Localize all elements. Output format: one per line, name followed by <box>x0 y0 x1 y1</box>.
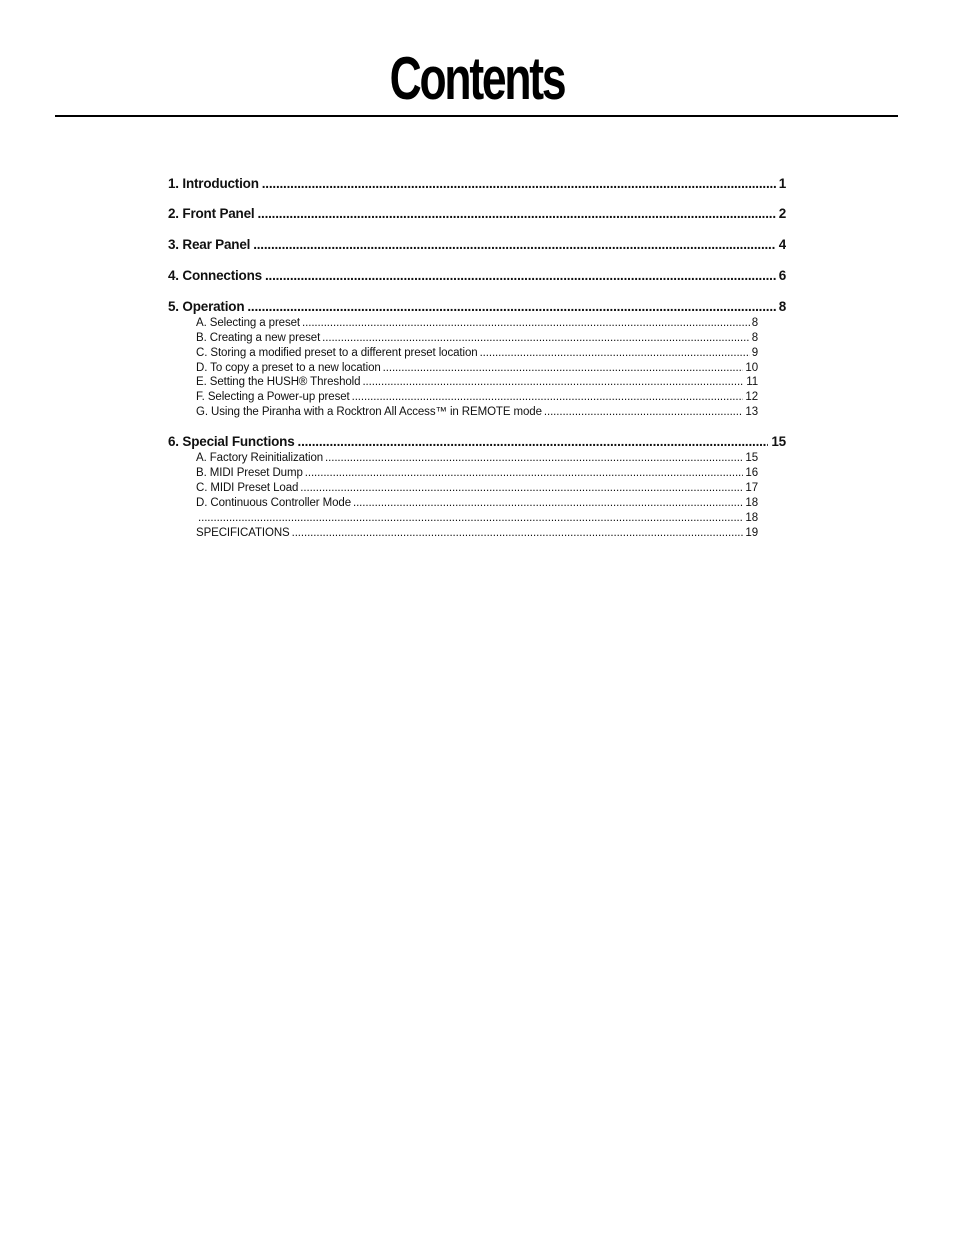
toc-subentry-factory-reinit[interactable] <box>196 452 758 464</box>
toc-entry-page: 11 <box>746 376 758 388</box>
toc-leader <box>305 467 744 479</box>
toc-entry-label: 2. Front Panel <box>168 206 255 221</box>
toc-entry-page: 1 <box>778 176 786 191</box>
toc-entry-label: 5. Operation <box>168 299 245 314</box>
toc-entry-label: 1. Introduction <box>168 176 259 191</box>
toc-subentry-creating-preset[interactable] <box>196 332 758 344</box>
toc-leader <box>300 482 743 494</box>
toc-entry-label: D. To copy a preset to a new location <box>196 362 381 374</box>
toc-leader <box>253 237 775 252</box>
toc-subentry-copy-preset[interactable] <box>196 362 758 374</box>
toc-subentry-remote-mode[interactable] <box>196 406 758 418</box>
toc-entry-label: A. Factory Reinitialization <box>196 452 324 464</box>
toc-leader <box>247 299 775 314</box>
toc-subentry-unlabeled[interactable] <box>196 512 758 524</box>
toc-entry-introduction[interactable] <box>168 176 786 191</box>
toc-subentry-cc-mode[interactable] <box>196 497 758 509</box>
toc-entry-page: 15 <box>745 452 758 464</box>
toc-entry-page: 8 <box>751 317 758 329</box>
toc-leader <box>198 512 743 524</box>
toc-subentry-midi-load[interactable] <box>196 482 758 494</box>
toc-leader <box>544 406 744 418</box>
toc-entry-front-panel[interactable] <box>168 206 786 221</box>
toc-entry-page: 15 <box>771 434 786 449</box>
toc-entry-label: 6. Special Functions <box>168 434 295 449</box>
toc-leader <box>362 376 744 388</box>
toc-entry-label: 4. Connections <box>168 268 262 283</box>
toc-entry-label: B. MIDI Preset Dump <box>196 467 303 479</box>
toc-entry-label: E. Setting the HUSH® Threshold <box>196 376 361 388</box>
page-title: Contents <box>389 45 565 112</box>
toc-entry-special-functions[interactable] <box>168 434 786 449</box>
toc-entry-label: 3. Rear Panel <box>168 237 251 252</box>
toc-entry-label: C. Storing a modified preset to a different preset location <box>196 347 478 359</box>
toc-leader <box>352 391 744 403</box>
toc-entry-page: 13 <box>745 406 758 418</box>
toc-entry-page: 9 <box>751 347 758 359</box>
toc-leader <box>325 452 743 464</box>
toc-entry-label: SPECIFICATIONS <box>196 527 290 539</box>
toc-leader <box>262 176 776 191</box>
toc-leader <box>480 347 750 359</box>
toc-entry-page: 4 <box>778 237 786 252</box>
toc-subentry-specifications[interactable] <box>196 527 758 539</box>
toc-entry-rear-panel[interactable] <box>168 237 786 252</box>
toc-entry-page: 12 <box>745 391 758 403</box>
toc-subentry-midi-dump[interactable] <box>196 467 758 479</box>
toc-entry-page: 18 <box>745 512 758 524</box>
toc-leader <box>292 527 744 539</box>
toc-leader <box>298 434 769 449</box>
toc-leader <box>265 268 776 283</box>
toc-subentry-power-up-preset[interactable] <box>196 391 758 403</box>
toc-entry-page: 8 <box>778 299 786 314</box>
toc-entry-page: 17 <box>745 482 758 494</box>
title-rule <box>55 115 898 117</box>
toc-entry-page: 16 <box>745 467 758 479</box>
toc-entry-label: B. Creating a new preset <box>196 332 321 344</box>
toc-subentry-storing-preset[interactable] <box>196 347 758 359</box>
toc-entry-page: 10 <box>745 362 758 374</box>
toc-entry-connections[interactable] <box>168 268 786 283</box>
toc-leader <box>322 332 750 344</box>
toc-entry-page: 8 <box>751 332 758 344</box>
toc-entry-page: 19 <box>745 527 758 539</box>
toc-subentry-selecting-preset[interactable] <box>196 317 758 329</box>
toc-entry-label: A. Selecting a preset <box>196 317 301 329</box>
toc-leader <box>257 206 775 221</box>
toc-entry-page: 6 <box>778 268 786 283</box>
toc-entry-label: F. Selecting a Power-up preset <box>196 391 350 403</box>
toc-subentry-hush-threshold[interactable] <box>196 376 758 388</box>
toc-leader <box>353 497 743 509</box>
toc-leader <box>383 362 744 374</box>
toc-entry-label: C. MIDI Preset Load <box>196 482 299 494</box>
toc-entry-label: G. Using the Piranha with a Rocktron All Access™ in REMOTE mode <box>196 406 542 418</box>
toc-entry-label: D. Continuous Controller Mode <box>196 497 351 509</box>
toc-entry-page: 2 <box>778 206 786 221</box>
toc-leader <box>302 317 750 329</box>
toc-entry-page: 18 <box>745 497 758 509</box>
toc-entry-operation[interactable] <box>168 299 786 314</box>
